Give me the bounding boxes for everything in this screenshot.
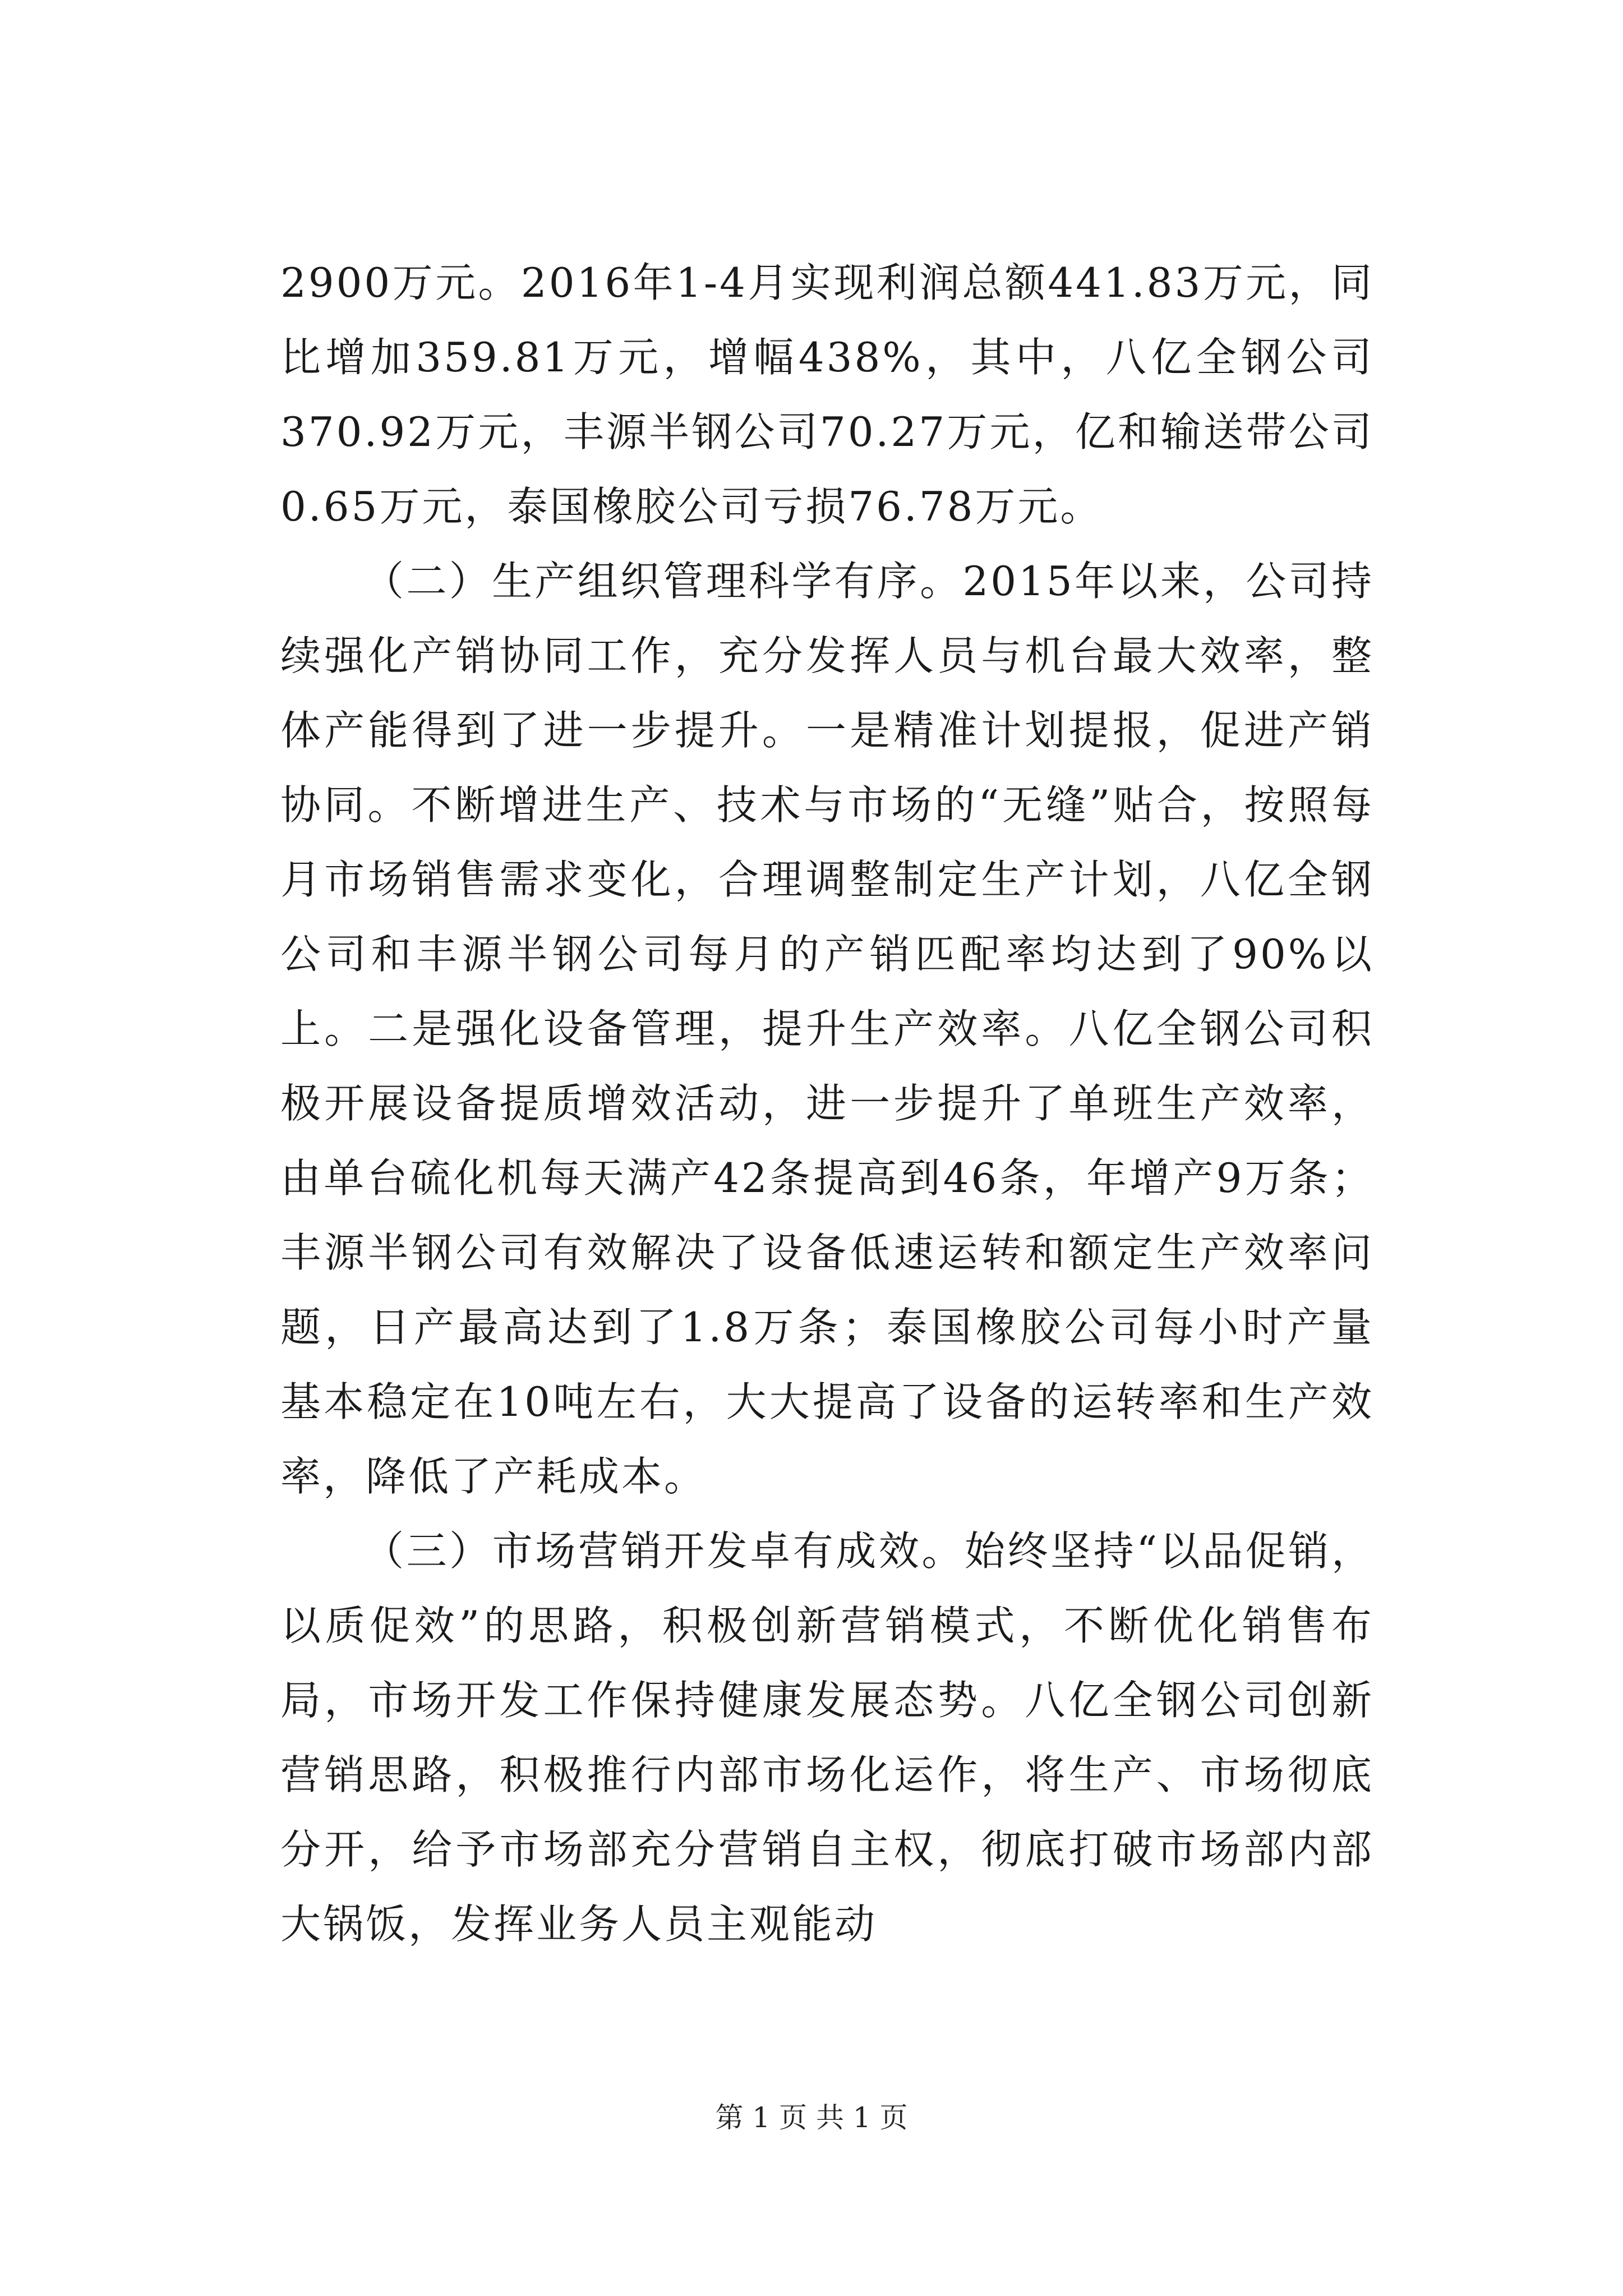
page-footer: 第 1 页 共 1 页 (715, 2101, 908, 2134)
paragraph-production-management: （二）生产组织管理科学有序。2015年以来，公司持续强化产销协同工作，充分发挥人员与机台最大效率，整体产能得到了进一步提升。一是精准计划提报，促进产销协同。不断增进生产、技术与市场的“无缝”贴合，按照每月市场销售需求变化，合理调整制定生产计划，八亿全钢公司和丰源半钢公司每月的产销匹配率均达到了90%以上。二是强化设备管理，提升生产效率。八亿全钢公司积极开展设备提质增效活动，进一步提升了单班生产效率，由单台硫化机每天满产42条提高到46条，年增产9万条；丰源半钢公司有效解决了设备低速运转和额定生产效率问题，日产最高达到了1.8万条；泰国橡胶公司每小时产量基本稳定在10吨左右，大大提高了设备的运转率和生产效率，降低了产耗成本。 (280, 558, 1374, 1500)
paragraph-profit-summary: 2900万元。2016年1-4月实现利润总额441.83万元，同比增加359.81万元，增幅438%，其中，八亿全钢公司370.92万元，丰源半钢公司70.27万元，亿和输送带公司0.65万元，泰国橡胶公司亏损76.78万元。 (280, 259, 1374, 530)
document-body (280, 246, 1374, 1962)
paragraph-market-development: （三）市场营销开发卓有成效。始终坚持“以品促销，以质促效”的思路，积极创新营销模式，不断优化销售布局，市场开发工作保持健康发展态势。八亿全钢公司创新营销思路，积极推行内部市场化运作，将生产、市场彻底分开，给予市场部充分营销自主权，彻底打破市场部内部大锅饭，发挥业务人员主观能动 (280, 1527, 1374, 1948)
